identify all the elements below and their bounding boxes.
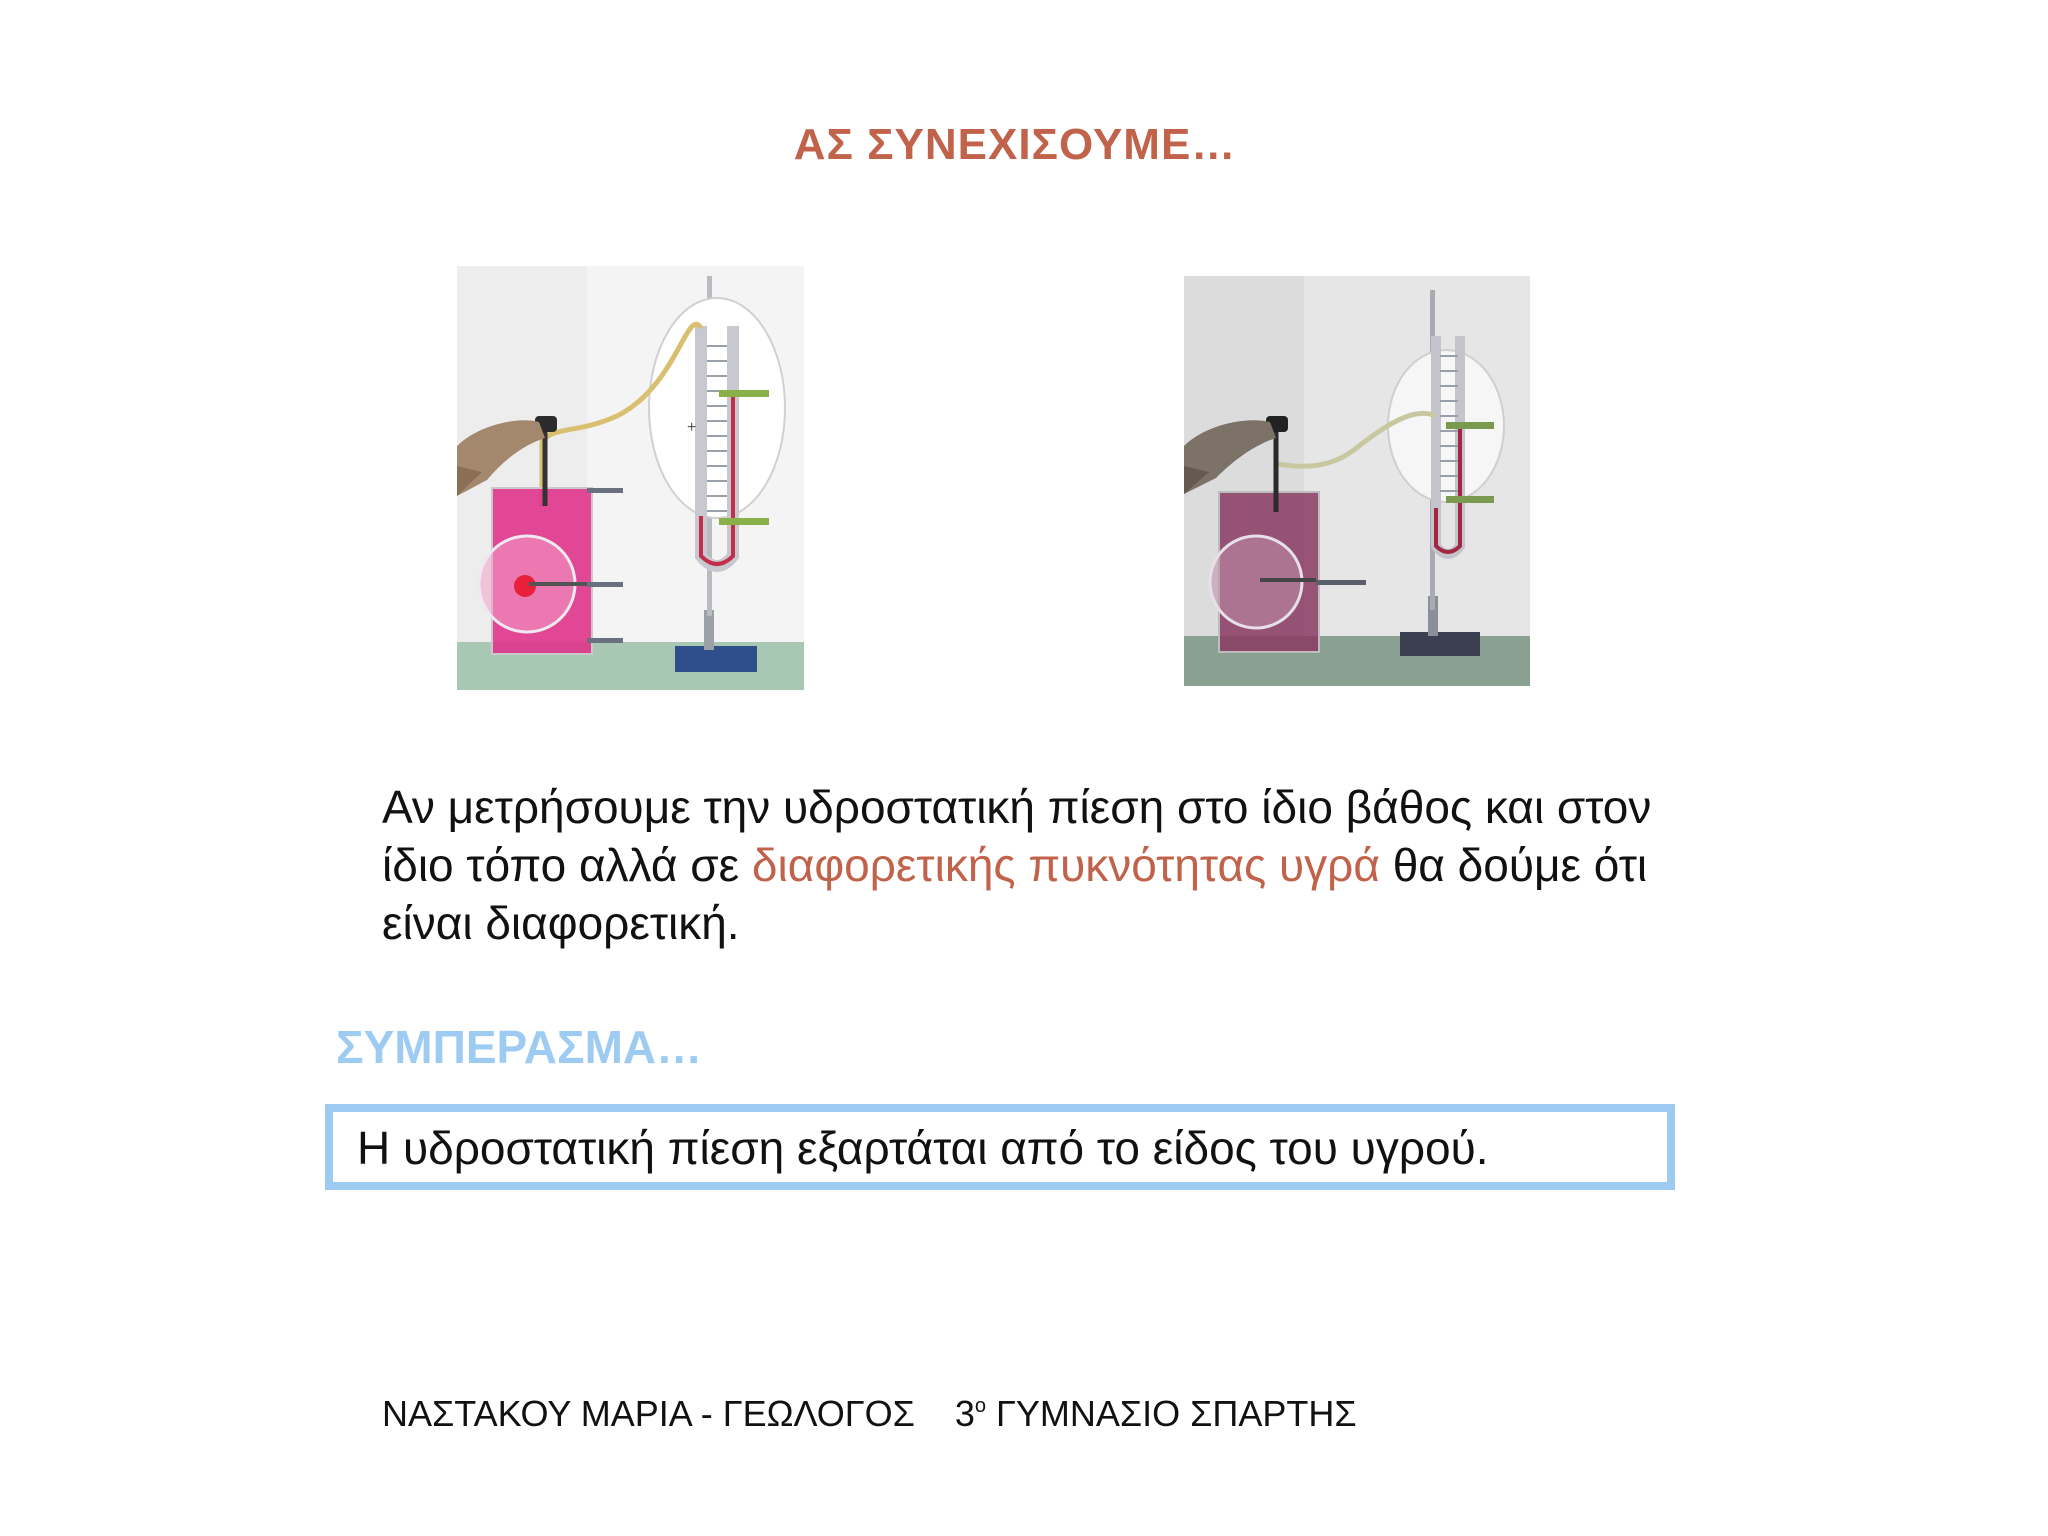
footer xyxy=(382,1393,1357,1435)
photo-pressure-experiment-pink-liquid xyxy=(457,266,804,690)
conclusion-heading: ΣΥΜΠΕΡΑΣΜΑ… xyxy=(336,1021,703,1073)
footer-school-number: 3 xyxy=(954,1393,975,1434)
body-text-part2: θα δούμε ότι είναι διαφορετική. xyxy=(382,839,1648,949)
footer-author: ΝΑΣΤΑΚΟΥ ΜΑΡΙΑ - ΓΕΩΛΟΓΟΣ xyxy=(382,1393,915,1434)
photo-pressure-experiment-dark-liquid xyxy=(1184,276,1530,686)
footer-school-name: ΓΥΜΝΑΣΙΟ ΣΠΑΡΤΗΣ xyxy=(996,1393,1357,1434)
conclusion-box xyxy=(325,1104,1675,1190)
conclusion-text: Η υδροστατική πίεση εξαρτάται από το είδος του υγρού. xyxy=(357,1122,1489,1174)
body-highlight: διαφορετικής πυκνότητας υγρά xyxy=(751,839,1380,891)
body-text-part1: Αν μετρήσουμε την υδροστατική πίεση στο ίδιο βάθος και στον ίδιο τόπο αλλά σε xyxy=(382,781,1652,891)
svg-text:+: + xyxy=(687,419,697,436)
body-paragraph xyxy=(382,778,1682,952)
slide-title: ΑΣ ΣΥΝΕΧΙΣΟΥΜΕ… xyxy=(793,120,1237,169)
footer-school-superscript: ο xyxy=(974,1395,987,1417)
